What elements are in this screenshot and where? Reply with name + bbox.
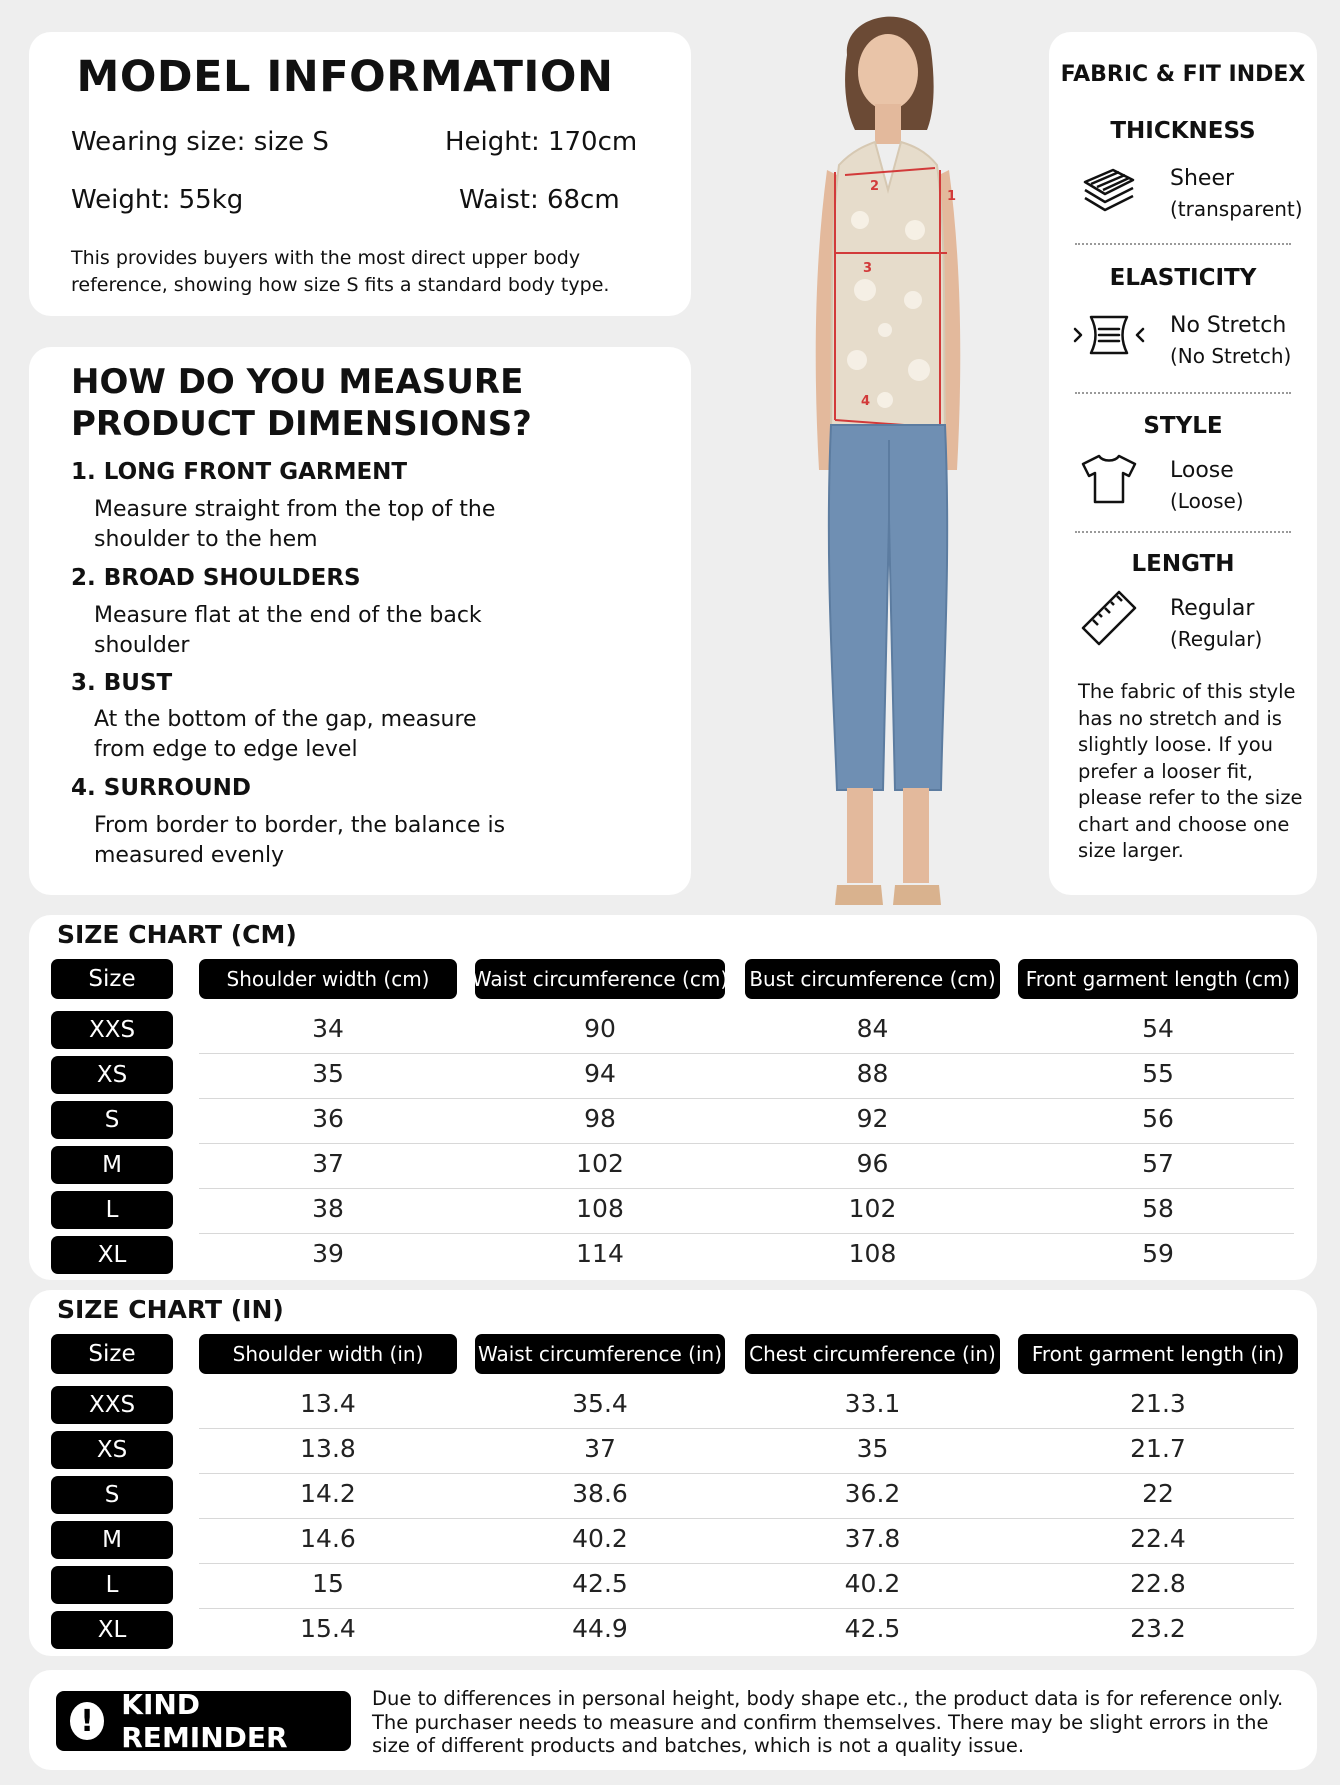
table-cell: 35.4 (572, 1389, 628, 1418)
table-cell: 59 (1142, 1239, 1174, 1268)
step-heading: 2. BROAD SHOULDERS (71, 565, 361, 591)
row-divider (199, 1518, 1294, 1519)
table-cell: 13.4 (300, 1389, 356, 1418)
divider (1075, 243, 1291, 245)
table-cell: 14.2 (300, 1479, 356, 1508)
step-heading: 4. SURROUND (71, 775, 251, 801)
table-cell: 94 (584, 1059, 616, 1088)
thickness-value-sub: (transparent) (1170, 197, 1303, 221)
table-cell: 39 (312, 1239, 344, 1268)
table-cell: 13.8 (300, 1434, 356, 1463)
model-figure-illustration (735, 0, 1035, 920)
column-header: Shoulder width (cm) (199, 959, 457, 999)
column-header: Shoulder width (in) (199, 1334, 457, 1374)
table-cell: 58 (1142, 1194, 1174, 1223)
row-divider (199, 1143, 1294, 1144)
table-cell: 55 (1142, 1059, 1174, 1088)
step-description: From border to border, the balance is measured evenly (94, 813, 506, 868)
measure-guide-title: HOW DO YOU MEASURE PRODUCT DIMENSIONS? (71, 362, 532, 444)
table-cell: 88 (856, 1059, 889, 1088)
tshirt-icon (1079, 450, 1139, 506)
row-divider (199, 1233, 1294, 1234)
table-cell: 22.8 (1130, 1569, 1186, 1598)
table-cell: 40.2 (844, 1569, 901, 1598)
table-cell: 57 (1142, 1149, 1174, 1178)
exclamation-icon: ! (70, 1702, 104, 1740)
elasticity-value-main: No Stretch (1170, 313, 1287, 338)
size-label: XXS (51, 1386, 173, 1424)
table-cell: 21.7 (1130, 1434, 1186, 1463)
size-label: XXS (51, 1011, 173, 1049)
size-label: XL (51, 1611, 173, 1649)
model-waist: Waist: 68cm (459, 185, 620, 215)
row-divider (199, 1428, 1294, 1429)
table-cell: 14.6 (300, 1524, 356, 1553)
model-height: Height: 170cm (445, 127, 638, 157)
column-header: Chest circumference (in) (745, 1334, 1000, 1374)
size-label: XL (51, 1236, 173, 1274)
table-cell: 22.4 (1130, 1524, 1186, 1553)
size-chart-in (29, 1290, 1317, 1656)
table-cell: 56 (1142, 1104, 1174, 1133)
table-cell: 15 (312, 1569, 344, 1598)
length-value-main: Regular (1170, 596, 1255, 621)
table-cell: 37.8 (844, 1524, 901, 1553)
fabric-fit-index-title: FABRIC & FIT INDEX (1060, 62, 1306, 87)
size-label: L (51, 1566, 173, 1604)
measure-marker-2: 2 (870, 179, 880, 194)
style-value-sub: (Loose) (1170, 489, 1244, 513)
divider (1075, 531, 1291, 533)
kind-reminder-label: KIND REMINDER (121, 1688, 288, 1754)
table-cell: 96 (856, 1149, 889, 1178)
stretch-arrows-icon (1071, 307, 1147, 363)
size-label: S (51, 1101, 173, 1139)
table-cell: 102 (848, 1194, 897, 1223)
step-heading: 3. BUST (71, 670, 173, 696)
kind-reminder-text: Due to differences in personal height, body shape etc., the product data is for reference only. The purchaser needs to measure and confirm themselves. There may be slight errors in the size of different products and batches, which is not a quality issue. (372, 1687, 1284, 1757)
table-cell: 54 (1142, 1014, 1174, 1043)
step-description: Measure flat at the end of the back shoulder (94, 603, 482, 658)
table-cell: 35 (312, 1059, 344, 1088)
column-header: Bust circumference (cm) (745, 959, 1000, 999)
measure-marker-1: 1 (947, 189, 957, 204)
table-cell: 37 (584, 1434, 616, 1463)
fabric-layers-icon (1079, 160, 1139, 216)
model-weight: Weight: 55kg (71, 185, 244, 215)
table-cell: 38 (312, 1194, 344, 1223)
thickness-heading: THICKNESS (1110, 118, 1256, 144)
size-label: XS (51, 1056, 173, 1094)
table-cell: 108 (576, 1194, 624, 1223)
row-divider (199, 1053, 1294, 1054)
fabric-note: The fabric of this style has no stretch and is slightly loose. If you prefer a looser fit, please refer to the size chart and choose one size larger. (1078, 680, 1303, 862)
size-label: M (51, 1146, 173, 1184)
row-divider (199, 1473, 1294, 1474)
table-cell: 33.1 (844, 1389, 901, 1418)
ruler-icon (1079, 590, 1139, 646)
table-cell: 98 (584, 1104, 616, 1133)
measure-marker-4: 4 (861, 394, 871, 409)
column-header: Waist circumference (in) (475, 1334, 725, 1374)
table-cell: 21.3 (1130, 1389, 1186, 1418)
kind-reminder-badge (56, 1688, 351, 1754)
table-cell: 36 (312, 1104, 344, 1133)
table-cell: 90 (584, 1014, 616, 1043)
column-header: Front garment length (in) (1018, 1334, 1298, 1374)
size-chart-in-title: SIZE CHART (IN) (57, 1295, 284, 1324)
model-information-title: MODEL INFORMATION (76, 52, 614, 102)
size-label: XS (51, 1431, 173, 1469)
size-label: S (51, 1476, 173, 1514)
length-heading: LENGTH (1131, 551, 1235, 577)
thickness-value-main: Sheer (1170, 166, 1235, 191)
table-cell: 15.4 (300, 1614, 356, 1643)
step-heading: 1. LONG FRONT GARMENT (71, 459, 408, 485)
style-value-main: Loose (1170, 458, 1234, 483)
table-cell: 23.2 (1130, 1614, 1186, 1643)
table-cell: 108 (848, 1239, 897, 1268)
step-description: At the bottom of the gap, measure from edge to edge level (94, 707, 477, 762)
table-cell: 22 (1142, 1479, 1174, 1508)
table-cell: 37 (312, 1149, 344, 1178)
size-chart-cm-title: SIZE CHART (CM) (57, 920, 297, 949)
table-cell: 40.2 (572, 1524, 628, 1553)
measure-guide-card (29, 347, 691, 895)
elasticity-heading: ELASTICITY (1109, 265, 1257, 291)
kind-reminder-card (29, 1670, 1317, 1770)
wearing-size: Wearing size: size S (71, 127, 329, 157)
length-value-sub: (Regular) (1170, 627, 1263, 651)
row-divider (199, 1188, 1294, 1189)
table-cell: 114 (576, 1239, 624, 1268)
table-cell: 92 (856, 1104, 889, 1133)
fabric-fit-index-card (1049, 32, 1317, 895)
size-column-header: Size (51, 1334, 173, 1374)
table-cell: 84 (856, 1014, 889, 1043)
size-label: M (51, 1521, 173, 1559)
table-cell: 38.6 (572, 1479, 628, 1508)
table-cell: 44.9 (572, 1614, 628, 1643)
table-cell: 35 (856, 1434, 889, 1463)
measure-marker-3: 3 (863, 261, 873, 276)
row-divider (199, 1608, 1294, 1609)
table-cell: 42.5 (572, 1569, 628, 1598)
size-chart-cm (29, 915, 1317, 1280)
table-cell: 102 (576, 1149, 624, 1178)
length-value (1170, 594, 1262, 654)
table-cell: 34 (312, 1014, 344, 1043)
size-label: L (51, 1191, 173, 1229)
style-heading: STYLE (1143, 413, 1223, 439)
model-information-card (29, 32, 691, 316)
elasticity-value-sub: (No Stretch) (1170, 344, 1292, 368)
elasticity-value (1170, 311, 1291, 371)
divider (1075, 392, 1291, 394)
model-description: This provides buyers with the most direct upper body reference, showing how size S fits a standard body type. (71, 247, 610, 296)
table-cell: 42.5 (844, 1614, 901, 1643)
step-description: Measure straight from the top of the shoulder to the hem (94, 497, 496, 552)
thickness-value (1170, 164, 1303, 224)
table-cell: 36.2 (844, 1479, 901, 1508)
row-divider (199, 1563, 1294, 1564)
row-divider (199, 1098, 1294, 1099)
size-column-header: Size (51, 959, 173, 999)
column-header: Front garment length (cm) (1018, 959, 1298, 999)
column-header: Waist circumference (cm) (475, 959, 725, 999)
style-value (1170, 456, 1244, 516)
